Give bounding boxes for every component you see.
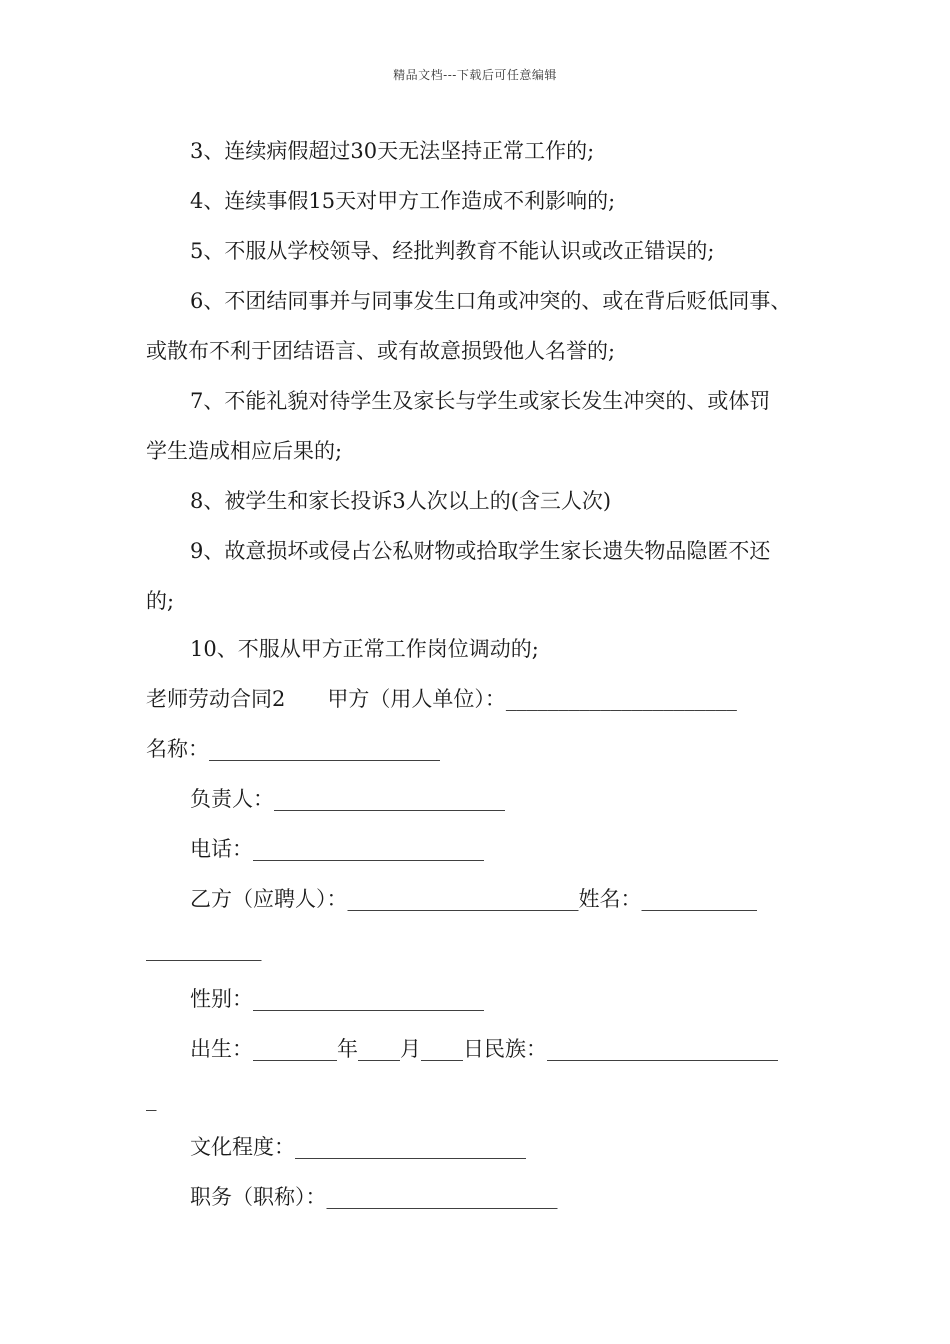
field-education: 文化程度：______________________	[190, 1135, 526, 1159]
clause-7: 7、不能礼貌对待学生及家长与学生或家长发生冲突的、或体罚	[190, 389, 771, 413]
clause-7-cont: 学生造成相应后果的;	[146, 439, 343, 463]
field-name: 名称：______________________	[146, 737, 440, 761]
field-position-title: 职务（职称）：______________________	[190, 1185, 558, 1209]
field-gender: 性别：______________________	[190, 987, 484, 1011]
field-responsible-person: 负责人：______________________	[190, 787, 505, 811]
page-header: 精品文档---下载后可任意编辑	[393, 68, 557, 82]
clause-9-cont: 的;	[146, 589, 175, 613]
clause-6: 6、不团结同事并与同事发生口角或冲突的、或在背后贬低同事、	[190, 289, 792, 313]
contract-title-party-a: 老师劳动合同2 甲方（用人单位）：______________________	[146, 687, 737, 711]
field-party-b: 乙方（应聘人）：______________________姓名：___________	[190, 887, 757, 911]
clause-10: 10、不服从甲方正常工作岗位调动的;	[190, 637, 539, 661]
clause-3: 3、连续病假超过30天无法坚持正常工作的;	[190, 139, 595, 163]
clause-9: 9、故意损坏或侵占公私财物或拾取学生家长遗失物品隐匿不还	[190, 539, 771, 563]
field-phone: 电话：______________________	[190, 837, 484, 861]
clause-5: 5、不服从学校领导、经批判教育不能认识或改正错误的;	[190, 239, 715, 263]
clause-6-cont: 或散布不利于团结语言、或有故意损毁他人名誉的;	[146, 339, 616, 363]
clause-8: 8、被学生和家长投诉3人次以上的(含三人次)	[190, 489, 612, 513]
field-birth-cont: _	[146, 1087, 157, 1111]
field-party-b-cont: ___________	[146, 937, 262, 961]
field-birth-ethnicity: 出生：________年____月____日民族：______________________	[190, 1037, 778, 1061]
clause-4: 4、连续事假15天对甲方工作造成不利影响的;	[190, 189, 616, 213]
